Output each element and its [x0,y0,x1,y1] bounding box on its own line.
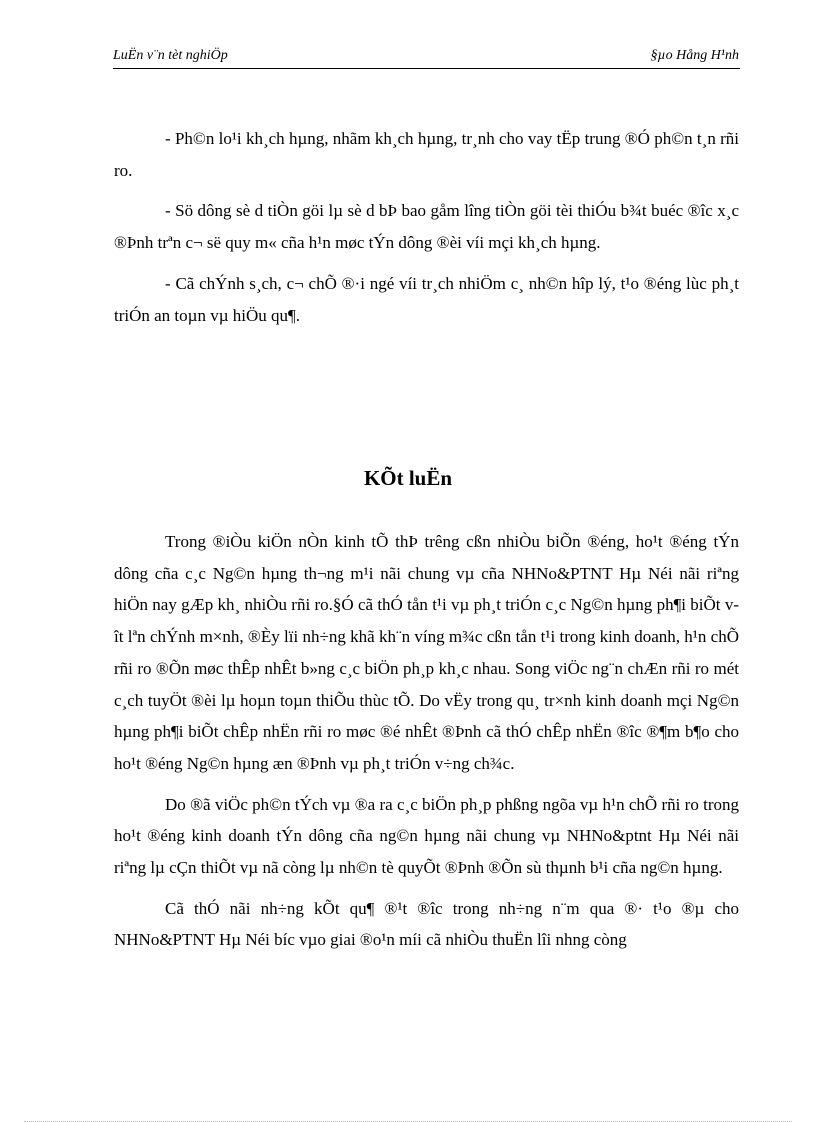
paragraph: - Cã chÝnh s¸ch, c¬ chÕ ®·i ngé víi tr¸ch nhiÖm c¸ nh©n hîp lý, t¹o ®éng lùc ph¸t triÓn an toµn vµ hiÖu qu¶. [114,273,739,325]
paragraph: Cã thÓ nãi nh÷ng kÕt qu¶ ®¹t ®îc trong nh÷ng n¨m qua ®· t¹o ®µ cho NHNo&PTNT Hµ Néi bíc vµo giai ®o¹n míi cã nhiÒu thuËn lîi nhng còng [114,898,739,950]
header-divider [113,68,740,69]
paragraph: Do ®ã viÖc ph©n tÝch vµ ®a ra c¸c biÖn ph¸p phßng ngõa vµ h¹n chÕ rñi ro trong ho¹t ®éng kinh doanh tÝn dông cña ng©n hµng nãi chung vµ NHNo&ptnt Hµ Néi nãi riªng lµ cÇn thiÕt vµ nã còng lµ nh©n tè quyÕt ®Þnh ®Õn sù thµnh b¹i cña ng©n hµng. [114,794,739,878]
body-section-top [114,123,739,331]
page-bottom-edge [24,1121,792,1122]
page-header [113,48,739,68]
section-heading: KÕt luËn [363,466,453,490]
paragraph: - Sö dông sè d tiÒn göi lµ sè d bÞ bao gåm lîng tiÒn göi tèi thiÓu b¾t buéc ®îc x¸c ®Þnh trªn c¬ së quy m« cña h¹n møc tÝn dông ®èi víi mçi kh¸ch hµng. [114,201,739,253]
header-thesis-title: LuËn v¨n tèt nghiÖp [113,48,228,63]
body-section-conclusion [114,526,739,956]
header-author-name: §µo Hång H¹nh [650,48,739,63]
paragraph: - Ph©n lo¹i kh¸ch hµng, nhãm kh¸ch hµng, tr¸nh cho vay tËp trung ®Ó ph©n t¸n rñi ro. [114,129,739,180]
paragraph: Trong ®iÒu kiÖn nÒn kinh tÕ thÞ trêng cßn nhiÒu biÕn ®éng, ho¹t ®éng tÝn dông cña c¸c Ng©n hµng th¬ng m¹i nãi chung vµ cña NHNo&PTNT Hµ Néi nãi riªng hiÖn nay gÆp kh¸ nhiÒu rñi ro.§Ó cã thÓ tån t¹i vµ ph¸t triÓn c¸c Ng©n hµng ph¶i biÕt vît lªn chÝnh m×nh, ®Èy lïi nh÷ng khã kh¨n víng m¾c cßn tån t¹i trong kinh doanh, h¹n chÕ rñi ro ®Õn møc thÊp nhÊt b»ng c¸c biÖn ph¸p kh¸c nhau. Song viÖc ng¨n chÆn rñi ro mét c¸ch tuyÖt ®èi lµ hoµn toµn thiÕu thùc tÕ. Do vËy trong qu¸ tr×nh kinh doanh mçi Ng©n hµng ph¶i biÕt chÊp nhËn rñi ro møc ®é nhÊt ®Þnh cã thÓ chÊp nhËn ®îc ®¶m b¶o cho ho¹t ®éng Ng©n hµng æn ®Þnh vµ ph¸t triÓn v÷ng ch¾c. [114,532,739,773]
